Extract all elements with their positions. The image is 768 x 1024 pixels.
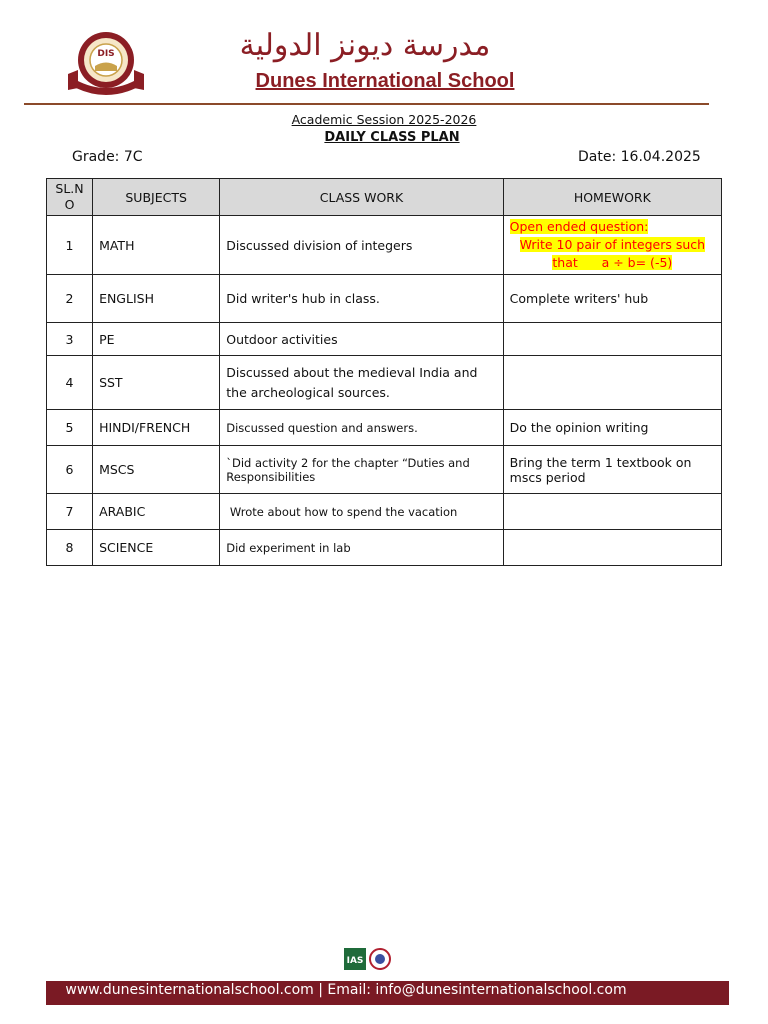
classwork-cell: Discussed division of integers [220,216,503,275]
subject-cell: MSCS [93,446,220,494]
badge-text: IAS [346,956,364,966]
table-row [47,323,722,356]
subject-cell: SCIENCE [93,530,220,566]
row-number: 2 [47,275,93,323]
subject-cell: SST [93,356,220,410]
row-number: 4 [47,356,93,410]
table-row [47,216,722,275]
table-header-row [47,179,722,216]
school-name-english: Dunes International School [255,70,515,92]
school-logo [64,30,148,100]
subject-cell: HINDI/FRENCH [93,410,220,446]
table-row [47,275,722,323]
subject-cell: ENGLISH [93,275,220,323]
classwork-cell: Discussed about the medieval India and the archeological sources. [220,356,503,410]
academic-session: Academic Session 2025-2026 [291,112,477,127]
homework-cell: Complete writers' hub [503,275,721,323]
table-row [47,530,722,566]
subject-cell: PE [93,323,220,356]
subject-cell: ARABIC [93,494,220,530]
classwork-cell: Wrote about how to spend the vacation [220,494,503,530]
classwork-cell: Discussed question and answers. [220,410,503,446]
table-row [47,446,722,494]
header-homework: HOMEWORK [503,179,721,216]
homework-highlight: Open ended question: [509,219,649,234]
school-name-arabic: مدرسة ديونز الدولية [239,28,491,63]
homework-highlight: Write 10 pair of integers such [519,237,706,252]
row-number: 1 [47,216,93,275]
row-number: 5 [47,410,93,446]
homework-cell: Do the opinion writing [503,410,721,446]
row-number: 7 [47,494,93,530]
subject-cell: MATH [93,216,220,275]
row-number: 6 [47,446,93,494]
classwork-cell: Did writer's hub in class. [220,275,503,323]
homework-cell [503,356,721,410]
header-subjects: SUBJECTS [93,179,220,216]
header-sl-no: SL.NO [47,179,93,216]
accreditation-logos [342,944,394,976]
homework-cell [503,216,721,275]
class-plan-table [46,178,722,566]
footer-bar [46,981,729,1005]
classwork-cell: Outdoor activities [220,323,503,356]
footer-contact: www.dunesinternationalschool.com | Email: info@dunesinternationalschool.com [65,982,627,998]
logo-text: DIS [97,49,115,59]
header-divider [24,103,709,105]
homework-highlight: that a ÷ b= (-5) [552,255,673,270]
classwork-cell: `Did activity 2 for the chapter “Duties and Responsibilities [220,446,503,494]
header-class-work: CLASS WORK [220,179,503,216]
date-label: Date: 16.04.2025 [578,149,701,165]
row-number: 8 [47,530,93,566]
table-row [47,494,722,530]
homework-cell [503,530,721,566]
homework-cell [503,323,721,356]
homework-cell [503,494,721,530]
classwork-cell: Did experiment in lab [220,530,503,566]
table-row [47,356,722,410]
table-row [47,410,722,446]
page-title: DAILY CLASS PLAN [324,130,460,145]
grade-label: Grade: 7C [72,149,143,165]
homework-cell: Bring the term 1 textbook on mscs period [503,446,721,494]
row-number: 3 [47,323,93,356]
